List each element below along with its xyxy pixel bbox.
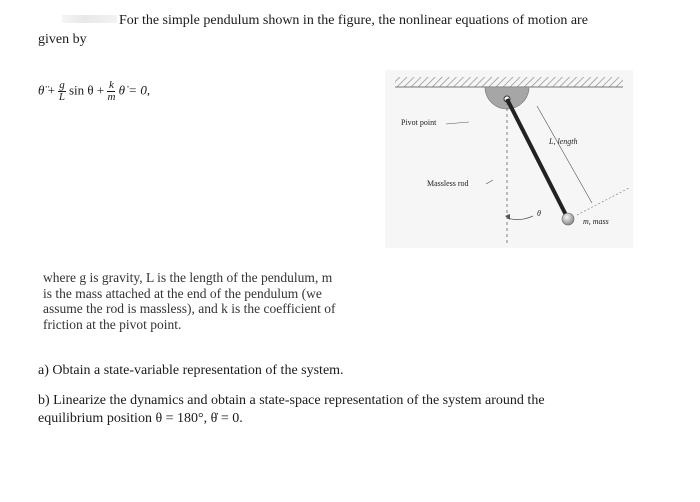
- ceiling-hatch: [395, 77, 623, 87]
- g-over-L-fraction: [58, 80, 66, 103]
- description-paragraph: [43, 270, 393, 332]
- sin-term: sin θ +: [68, 82, 105, 98]
- perpendicular-guide: [577, 188, 629, 215]
- fraction-denominator-L: L: [58, 91, 66, 103]
- pivot-point-label: Pivot point: [401, 118, 437, 127]
- pendulum-mass-bob: [562, 213, 574, 225]
- description-line-4: friction at the pivot point.: [43, 316, 182, 332]
- description-line-2: is the mass attached at the end of the pendulum (we: [43, 285, 322, 301]
- plus-sign: +: [47, 82, 55, 98]
- pivot-leader-line: [446, 122, 469, 124]
- theta-dot-rhs: θ̇ = 0,: [118, 82, 151, 98]
- intro-line-1: For the simple pendulum shown in the figure, the nonlinear equations of motion are: [119, 13, 588, 28]
- length-dimension-line: [537, 106, 592, 203]
- fraction-numerator-k: k: [109, 79, 114, 91]
- massless-rod-label: Massless rod: [427, 179, 469, 188]
- intro-line-2: given by: [38, 32, 87, 47]
- blurred-text-artifact: [62, 15, 117, 23]
- pendulum-diagram: [385, 70, 633, 248]
- description-line-3: assume the rod is massless), and k is the coefficient of: [43, 301, 336, 316]
- length-label: L, length: [549, 137, 578, 146]
- mass-label: m, mass: [583, 217, 609, 226]
- pendulum-figure: [385, 70, 633, 248]
- theta-label: θ: [537, 209, 541, 218]
- question-a: a) Obtain a state-variable representation of the system.: [38, 363, 344, 378]
- description-line-1: where g is gravity, L is the length of the pendulum, m: [43, 270, 333, 285]
- massless-rod: [507, 99, 567, 217]
- question-b-line-2: equilibrium position θ = 180°, θ̇ = 0.: [38, 411, 243, 426]
- rod-leader-line: [486, 180, 493, 184]
- question-b-line-1: b) Linearize the dynamics and obtain a state-space representation of the system around the: [38, 393, 545, 408]
- fraction-numerator-g: g: [59, 79, 65, 91]
- theta-arrowhead: [505, 214, 510, 220]
- equation: [38, 80, 150, 103]
- fraction-denominator-m: m: [107, 91, 116, 103]
- theta-angle-arc: [507, 216, 533, 220]
- theta-ddot: θ̈: [38, 82, 45, 98]
- k-over-m-fraction: [107, 80, 115, 103]
